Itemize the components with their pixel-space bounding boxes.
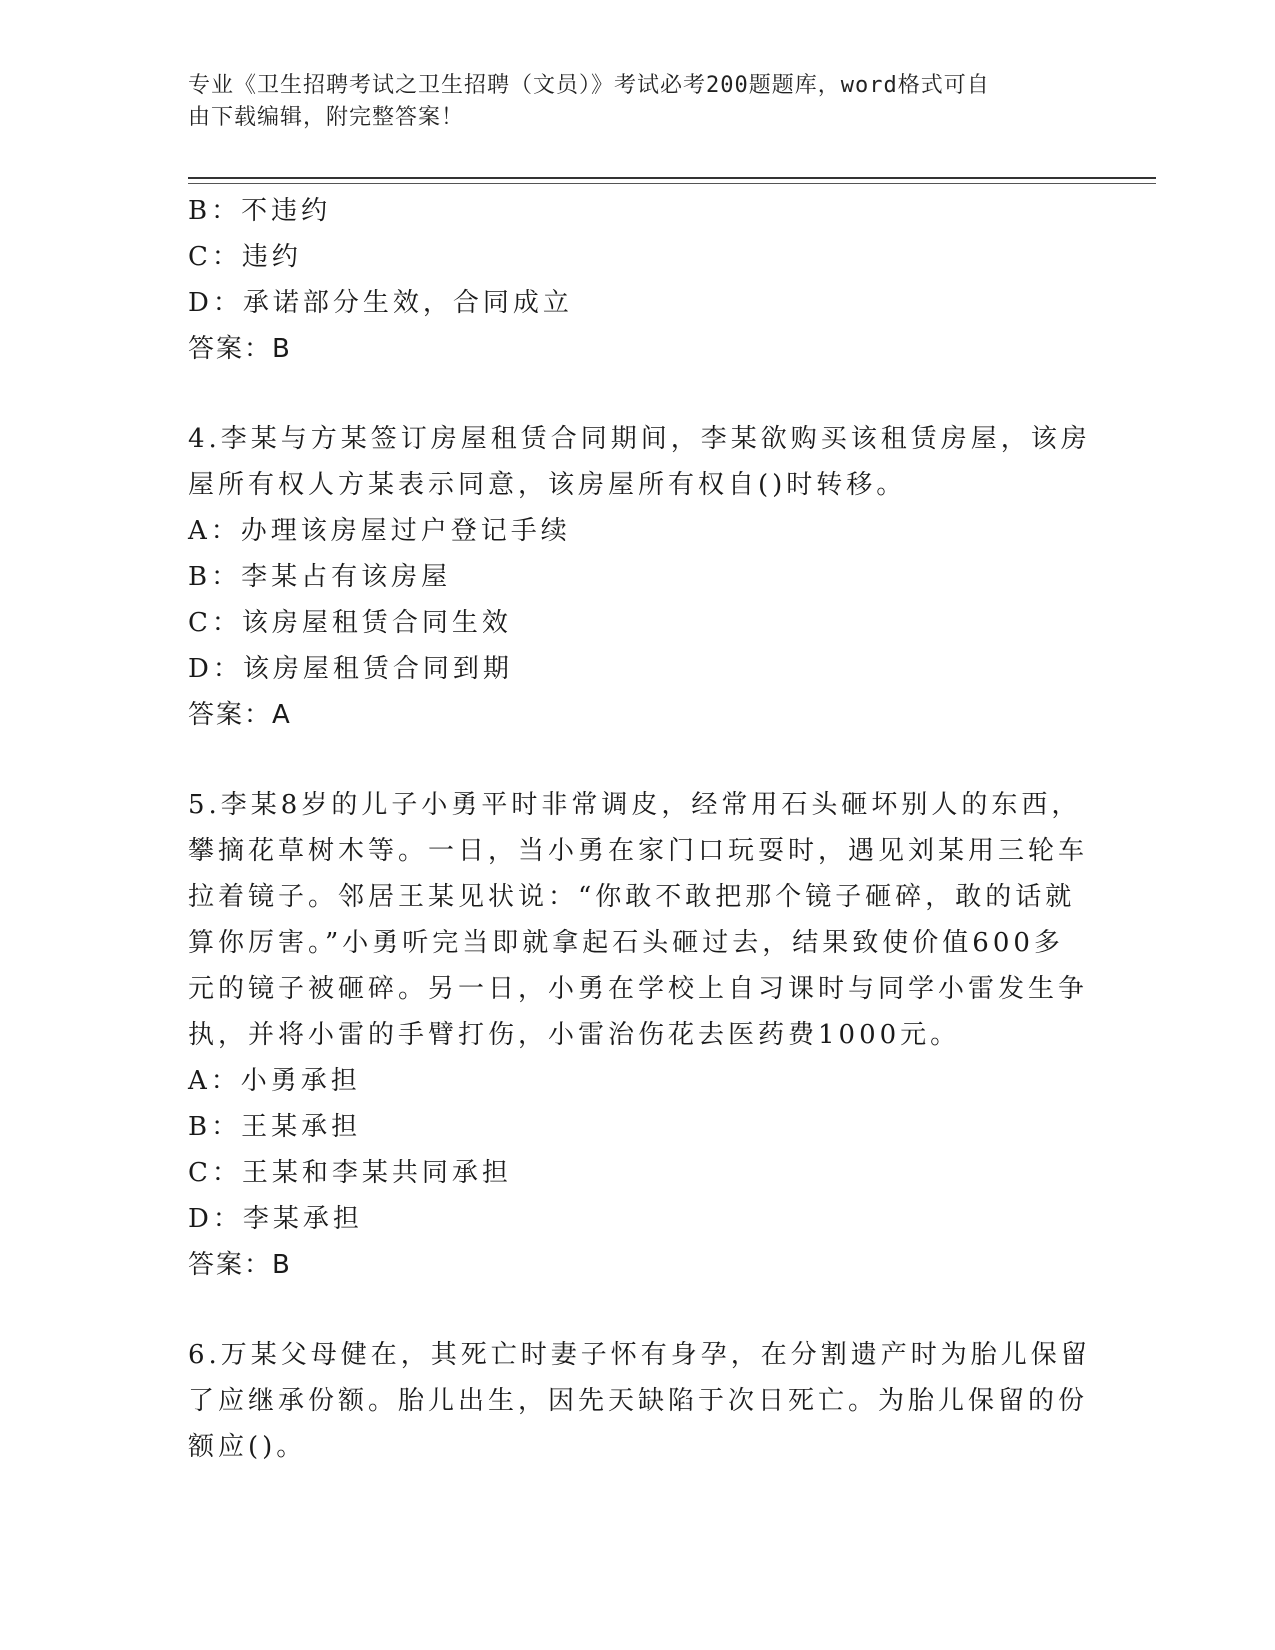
answer-line: 答案：A (188, 700, 292, 730)
spacer (188, 738, 1068, 782)
question-stem-line: 算你厉害。”小勇听完当即就拿起石头砸过去，结果致使价值600多 (188, 928, 1064, 958)
question-3-tail (188, 188, 1068, 372)
option-d: D：承诺部分生效，合同成立 (188, 288, 573, 318)
option-c: C：违约 (188, 242, 302, 272)
question-stem-line: 了应继承份额。胎儿出生，因先天缺陷于次日死亡。为胎儿保留的份 (188, 1386, 1089, 1416)
option-b: B：王某承担 (188, 1112, 362, 1142)
answer-line: 答案：B (188, 334, 292, 364)
question-stem-line: 执，并将小雷的手臂打伤，小雷治伤花去医药费1000元。 (188, 1020, 961, 1050)
header-rule-thick (188, 177, 1156, 179)
option-b: B：不违约 (188, 196, 332, 226)
option-d: D：该房屋租赁合同到期 (188, 654, 513, 684)
option-a: A：办理该房屋过户登记手续 (188, 516, 571, 546)
option-c: C：王某和李某共同承担 (188, 1158, 512, 1188)
question-4 (188, 416, 1091, 738)
option-c: C：该房屋租赁合同生效 (188, 608, 512, 638)
answer-line: 答案：B (188, 1250, 292, 1280)
question-6 (188, 1332, 1091, 1470)
question-stem-line: 6.万某父母健在，其死亡时妻子怀有身孕，在分割遗产时为胎儿保留 (188, 1340, 1091, 1370)
option-d: D：李某承担 (188, 1204, 363, 1234)
header-line-2: 由下载编辑，附完整答案！ (188, 105, 465, 130)
header-rule-thin (188, 183, 1156, 184)
question-stem-line: 4.李某与方某签订房屋租赁合同期间，李某欲购买该租赁房屋，该房 (188, 424, 1091, 454)
question-5 (188, 782, 1089, 1288)
question-stem-line: 额应()。 (188, 1432, 307, 1462)
spacer (188, 372, 1068, 416)
question-stem-line: 屋所有权人方某表示同意，该房屋所有权自()时转移。 (188, 470, 907, 500)
question-stem-line: 元的镜子被砸碎。另一日，小勇在学校上自习课时与同学小雷发生争 (188, 974, 1089, 1004)
header-line-1: 专业《卫生招聘考试之卫生招聘（文员）》考试必考200题题库，word格式可自 (188, 73, 990, 98)
document-header (188, 70, 1068, 134)
option-b: B：李某占有该房屋 (188, 562, 452, 592)
question-stem-line: 5.李某8岁的儿子小勇平时非常调皮，经常用石头砸坏别人的东西， (188, 790, 1082, 820)
option-a: A：小勇承担 (188, 1066, 361, 1096)
question-stem-line: 攀摘花草树木等。一日，当小勇在家门口玩耍时，遇见刘某用三轮车 (188, 836, 1089, 866)
question-stem-line: 拉着镜子。邻居王某见状说：“你敢不敢把那个镜子砸碎，敢的话就 (188, 882, 1076, 912)
document-body (188, 188, 1091, 1470)
spacer (188, 1288, 1068, 1332)
